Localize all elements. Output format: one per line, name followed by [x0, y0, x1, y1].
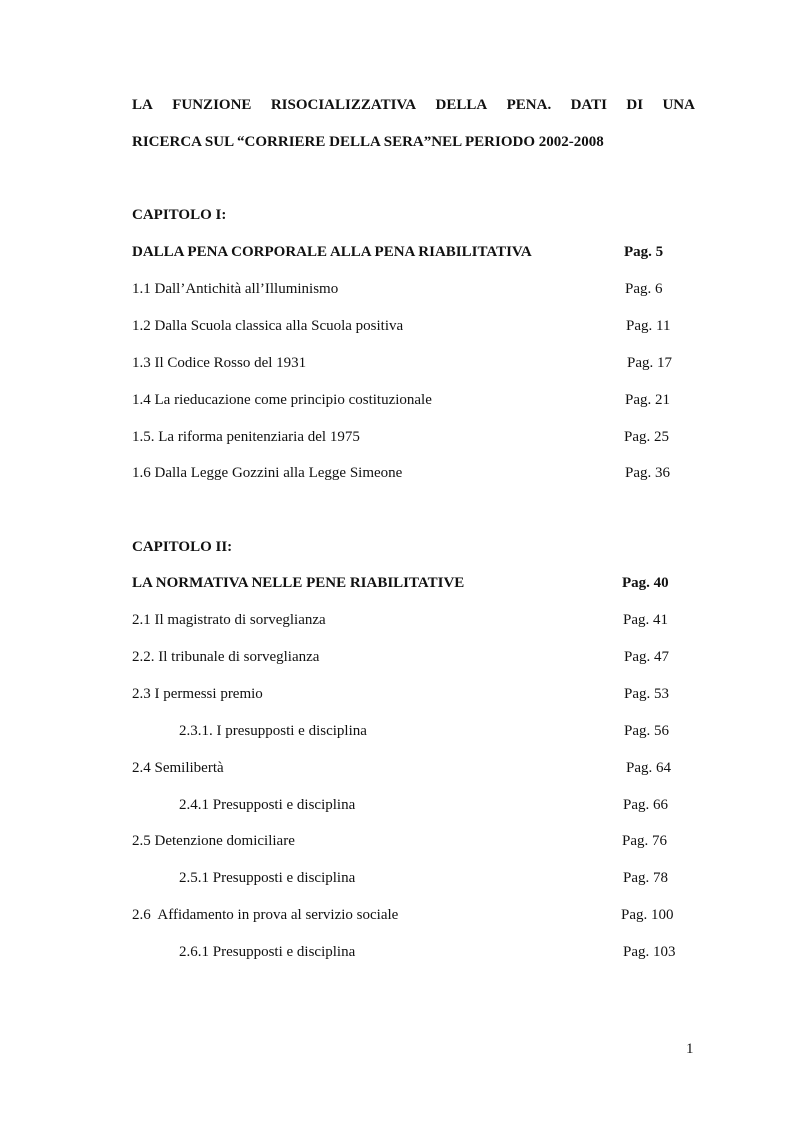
- toc-entry-text: 2.6 Affidamento in prova al servizio sociale: [132, 907, 399, 923]
- toc-entry[interactable]: [132, 832, 695, 852]
- toc-entry-text: 2.5.1 Presupposti e disciplina: [179, 870, 356, 886]
- toc-page-ref: Pag. 76: [622, 833, 667, 849]
- toc-page-ref: Pag. 36: [625, 465, 670, 481]
- toc-entry[interactable]: [132, 759, 695, 779]
- toc-chapter-heading[interactable]: [132, 574, 695, 594]
- chapter-label: CAPITOLO II:: [132, 539, 233, 555]
- toc-entry[interactable]: [132, 354, 695, 374]
- page-number: 1: [686, 1041, 694, 1057]
- toc-page-ref: Pag. 78: [623, 870, 668, 886]
- toc-page-ref: Pag. 25: [624, 429, 669, 445]
- toc-entry-text: 2.6.1 Presupposti e disciplina: [179, 944, 356, 960]
- title-word: DATI: [570, 97, 607, 113]
- toc-entry[interactable]: [132, 464, 695, 484]
- title-word: RISOCIALIZZATIVA: [270, 97, 417, 113]
- toc-page-ref: Pag. 100: [621, 907, 674, 923]
- toc-subentry[interactable]: [132, 869, 695, 889]
- toc-page-ref: Pag. 103: [623, 944, 676, 960]
- toc-page-ref: Pag. 21: [625, 392, 670, 408]
- toc-page-ref: Pag. 17: [627, 355, 672, 371]
- toc-page-ref: Pag. 47: [624, 649, 669, 665]
- toc-entry-text: 1.1 Dall’Antichità all’Illuminismo: [132, 281, 339, 297]
- toc-entry[interactable]: [132, 611, 695, 631]
- toc-entry-text: 2.4.1 Presupposti e disciplina: [179, 797, 356, 813]
- toc-entry-text: 2.3.1. I presupposti e disciplina: [179, 723, 367, 739]
- toc-entry-text: 2.3 I permessi premio: [132, 686, 263, 702]
- toc-entry-text: 1.3 Il Codice Rosso del 1931: [132, 355, 307, 371]
- toc-entry-text: 1.4 La rieducazione come principio costituzionale: [132, 392, 432, 408]
- toc-entry[interactable]: [132, 428, 695, 448]
- toc-entry[interactable]: [132, 280, 695, 300]
- toc-entry[interactable]: [132, 648, 695, 668]
- toc-entry-text: 1.2 Dalla Scuola classica alla Scuola positiva: [132, 318, 404, 334]
- toc-subentry[interactable]: [132, 796, 695, 816]
- toc-chapter-heading[interactable]: [132, 243, 695, 263]
- title-word: UNA: [662, 97, 695, 113]
- toc-page-ref: Pag. 66: [623, 797, 668, 813]
- toc-page-ref: Pag. 6: [625, 281, 663, 297]
- toc-page-ref: Pag. 5: [624, 244, 664, 260]
- toc-entry-text: 1.6 Dalla Legge Gozzini alla Legge Simeone: [132, 465, 403, 481]
- toc-entry-text: DALLA PENA CORPORALE ALLA PENA RIABILITATIVA: [132, 244, 532, 260]
- toc-page-ref: Pag. 53: [624, 686, 669, 702]
- document-title-line-1: [132, 96, 695, 114]
- title-word: DI: [626, 97, 644, 113]
- toc-page-ref: Pag. 40: [622, 575, 669, 591]
- toc-entry[interactable]: [132, 685, 695, 705]
- toc-page-ref: Pag. 56: [624, 723, 669, 739]
- title-word: FUNZIONE: [172, 97, 252, 113]
- toc-entry-text: LA NORMATIVA NELLE PENE RIABILITATIVE: [132, 575, 465, 591]
- toc-page-ref: Pag. 64: [626, 760, 671, 776]
- toc-subentry[interactable]: [132, 943, 695, 963]
- toc-entry-text: 2.5 Detenzione domiciliare: [132, 833, 295, 849]
- toc-page-ref: Pag. 41: [623, 612, 668, 628]
- document-title-line-2: RICERCA SUL “CORRIERE DELLA SERA”NEL PERIODO 2002-2008: [132, 134, 604, 150]
- title-word: DELLA: [435, 97, 488, 113]
- toc-entry-text: 2.1 Il magistrato di sorveglianza: [132, 612, 326, 628]
- toc-entry[interactable]: [132, 391, 695, 411]
- toc-entry-text: 2.2. Il tribunale di sorveglianza: [132, 649, 320, 665]
- toc-subentry[interactable]: [132, 722, 695, 742]
- title-word: PENA.: [506, 97, 552, 113]
- title-word: LA: [132, 97, 153, 113]
- chapter-label: CAPITOLO I:: [132, 207, 227, 223]
- toc-entry[interactable]: [132, 317, 695, 337]
- toc-entry[interactable]: [132, 906, 695, 926]
- toc-entry-text: 1.5. La riforma penitenziaria del 1975: [132, 429, 360, 445]
- toc-entry-text: 2.4 Semilibertà: [132, 760, 224, 776]
- toc-page-ref: Pag. 11: [626, 318, 671, 334]
